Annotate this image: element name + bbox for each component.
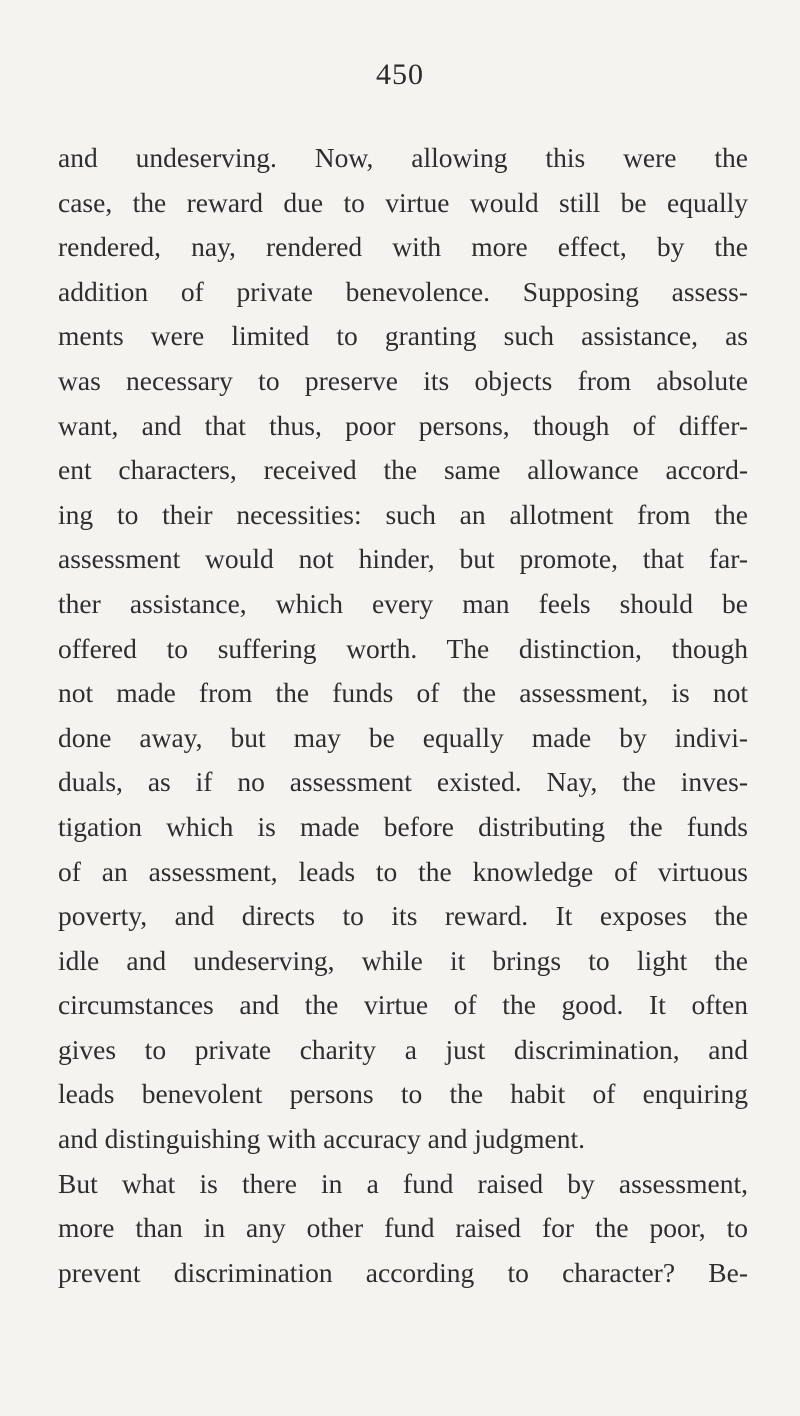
text-line: and distinguishing with accuracy and judgment. [58, 1123, 585, 1155]
text-line: idle and undeserving, while it brings to light the [58, 944, 748, 976]
text-line: ent characters, received the same allowance accord- [58, 454, 748, 486]
text-line: case, the reward due to virtue would still be equally [58, 186, 748, 218]
text-line: was necessary to preserve its objects from absolute [58, 364, 748, 396]
text-line: prevent discrimination according to character? Be- [58, 1256, 748, 1288]
text-line: leads benevolent persons to the habit of enquiring [58, 1078, 748, 1110]
text-line: tigation which is made before distributing the funds [58, 810, 748, 842]
text-line: more than in any other fund raised for the poor, to [58, 1212, 748, 1244]
text-line: and undeserving. Now, allowing this were the [58, 142, 748, 173]
text-line: not made from the funds of the assessment, is not [58, 677, 748, 709]
text-line: circumstances and the virtue of the good. It often [58, 989, 748, 1021]
text-line: of an assessment, leads to the knowledge of virtuous [58, 855, 748, 887]
body-text [58, 136, 748, 1295]
text-line: gives to private charity a just discrimination, and [58, 1033, 748, 1065]
page-number: 450 [376, 58, 424, 91]
text-line: done away, but may be equally made by indivi- [58, 721, 748, 753]
text-line: ing to their necessities: such an allotment from the [58, 498, 748, 530]
text-line: addition of private benevolence. Supposing assess- [58, 275, 748, 307]
text-line: rendered, nay, rendered with more effect, by the [58, 231, 748, 263]
text-line: poverty, and directs to its reward. It exposes the [58, 900, 748, 932]
text-line: ther assistance, which every man feels should be [58, 587, 748, 619]
text-line: duals, as if no assessment existed. Nay, the inves- [58, 766, 748, 798]
text-line: But what is there in a fund raised by assessment, [58, 1167, 748, 1199]
text-line: offered to suffering worth. The distinction, though [58, 632, 748, 664]
text-line: want, and that thus, poor persons, though of differ- [58, 409, 748, 441]
text-line: assessment would not hinder, but promote, that far- [58, 543, 748, 575]
text-line: ments were limited to granting such assistance, as [58, 320, 748, 352]
